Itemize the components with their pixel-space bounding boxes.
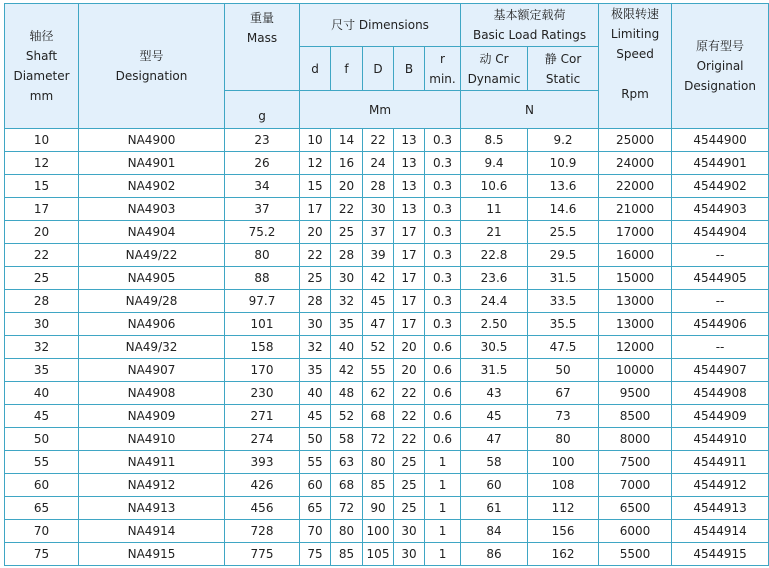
table-row [5, 221, 769, 244]
cell-mass: 158 [225, 336, 300, 359]
cell-r-min: 1 [425, 520, 461, 543]
cell-limiting-speed: 8500 [599, 405, 672, 428]
cell-D: 105 [363, 543, 394, 566]
cell-original-designation: 4544908 [672, 382, 769, 405]
cell-dynamic-cr: 30.5 [461, 336, 528, 359]
table-row [5, 382, 769, 405]
cell-original-designation: 4544902 [672, 175, 769, 198]
cell-static-cor: 35.5 [528, 313, 599, 336]
cell-D: 39 [363, 244, 394, 267]
cell-D: 80 [363, 451, 394, 474]
cell-f: 48 [331, 382, 363, 405]
cell-mass: 271 [225, 405, 300, 428]
cell-B: 17 [394, 221, 425, 244]
cell-r-min: 0.3 [425, 198, 461, 221]
cell-D: 42 [363, 267, 394, 290]
table-row [5, 405, 769, 428]
cell-B: 17 [394, 244, 425, 267]
cell-d: 55 [300, 451, 331, 474]
cell-B: 25 [394, 451, 425, 474]
cell-mass: 34 [225, 175, 300, 198]
header-load-unit: N [461, 91, 599, 129]
cell-static-cor: 13.6 [528, 175, 599, 198]
cell-dynamic-cr: 2.50 [461, 313, 528, 336]
cell-mass: 426 [225, 474, 300, 497]
cell-B: 25 [394, 474, 425, 497]
cell-d: 30 [300, 313, 331, 336]
table-row [5, 313, 769, 336]
cell-r-min: 0.3 [425, 175, 461, 198]
cell-D: 22 [363, 129, 394, 152]
cell-f: 32 [331, 290, 363, 313]
cell-f: 58 [331, 428, 363, 451]
cell-mass: 274 [225, 428, 300, 451]
cell-r-min: 0.3 [425, 244, 461, 267]
cell-mass: 23 [225, 129, 300, 152]
bearing-spec-table [4, 3, 769, 566]
cell-d: 20 [300, 221, 331, 244]
cell-mass: 393 [225, 451, 300, 474]
cell-mass: 88 [225, 267, 300, 290]
cell-r-min: 1 [425, 451, 461, 474]
cell-d: 75 [300, 543, 331, 566]
cell-limiting-speed: 6500 [599, 497, 672, 520]
cell-B: 20 [394, 336, 425, 359]
cell-B: 25 [394, 497, 425, 520]
table-row [5, 129, 769, 152]
cell-designation: NA4907 [79, 359, 225, 382]
cell-limiting-speed: 17000 [599, 221, 672, 244]
cell-limiting-speed: 21000 [599, 198, 672, 221]
cell-original-designation: 4544910 [672, 428, 769, 451]
cell-limiting-speed: 13000 [599, 313, 672, 336]
table-row [5, 520, 769, 543]
cell-limiting-speed: 7000 [599, 474, 672, 497]
cell-r-min: 0.3 [425, 129, 461, 152]
cell-dynamic-cr: 84 [461, 520, 528, 543]
cell-shaft-diameter: 35 [5, 359, 79, 382]
table-row [5, 428, 769, 451]
cell-d: 10 [300, 129, 331, 152]
cell-designation: NA49/28 [79, 290, 225, 313]
cell-mass: 80 [225, 244, 300, 267]
cell-shaft-diameter: 75 [5, 543, 79, 566]
cell-static-cor: 25.5 [528, 221, 599, 244]
cell-static-cor: 162 [528, 543, 599, 566]
cell-r-min: 0.3 [425, 221, 461, 244]
cell-D: 30 [363, 198, 394, 221]
cell-mass: 775 [225, 543, 300, 566]
cell-dynamic-cr: 47 [461, 428, 528, 451]
cell-dynamic-cr: 8.5 [461, 129, 528, 152]
cell-f: 14 [331, 129, 363, 152]
cell-mass: 170 [225, 359, 300, 382]
table-row [5, 175, 769, 198]
cell-shaft-diameter: 32 [5, 336, 79, 359]
header-limiting-speed: 极限转速 Limiting Speed Rpm [599, 4, 672, 129]
cell-static-cor: 47.5 [528, 336, 599, 359]
cell-designation: NA4910 [79, 428, 225, 451]
cell-r-min: 1 [425, 543, 461, 566]
cell-original-designation: 4544906 [672, 313, 769, 336]
cell-B: 20 [394, 359, 425, 382]
cell-original-designation: -- [672, 336, 769, 359]
cell-limiting-speed: 12000 [599, 336, 672, 359]
cell-d: 32 [300, 336, 331, 359]
cell-limiting-speed: 16000 [599, 244, 672, 267]
cell-f: 20 [331, 175, 363, 198]
cell-designation: NA4903 [79, 198, 225, 221]
cell-dynamic-cr: 24.4 [461, 290, 528, 313]
cell-designation: NA4913 [79, 497, 225, 520]
cell-r-min: 0.6 [425, 359, 461, 382]
cell-D: 28 [363, 175, 394, 198]
cell-r-min: 0.6 [425, 336, 461, 359]
table-row [5, 474, 769, 497]
cell-shaft-diameter: 17 [5, 198, 79, 221]
cell-limiting-speed: 15000 [599, 267, 672, 290]
cell-designation: NA4911 [79, 451, 225, 474]
cell-B: 13 [394, 175, 425, 198]
cell-designation: NA4912 [79, 474, 225, 497]
table-row [5, 244, 769, 267]
cell-B: 22 [394, 428, 425, 451]
cell-dynamic-cr: 58 [461, 451, 528, 474]
cell-original-designation: 4544907 [672, 359, 769, 382]
cell-static-cor: 33.5 [528, 290, 599, 313]
table-row [5, 543, 769, 566]
cell-r-min: 0.6 [425, 405, 461, 428]
cell-dynamic-cr: 23.6 [461, 267, 528, 290]
cell-B: 30 [394, 520, 425, 543]
table-row [5, 267, 769, 290]
cell-designation: NA4906 [79, 313, 225, 336]
cell-original-designation: 4544900 [672, 129, 769, 152]
cell-dynamic-cr: 21 [461, 221, 528, 244]
cell-dynamic-cr: 60 [461, 474, 528, 497]
cell-limiting-speed: 13000 [599, 290, 672, 313]
cell-dynamic-cr: 43 [461, 382, 528, 405]
table-row [5, 198, 769, 221]
cell-designation: NA4905 [79, 267, 225, 290]
cell-static-cor: 100 [528, 451, 599, 474]
cell-d: 25 [300, 267, 331, 290]
cell-original-designation: 4544912 [672, 474, 769, 497]
cell-static-cor: 112 [528, 497, 599, 520]
cell-dynamic-cr: 10.6 [461, 175, 528, 198]
cell-limiting-speed: 10000 [599, 359, 672, 382]
cell-shaft-diameter: 50 [5, 428, 79, 451]
cell-mass: 728 [225, 520, 300, 543]
cell-shaft-diameter: 40 [5, 382, 79, 405]
cell-designation: NA4908 [79, 382, 225, 405]
cell-shaft-diameter: 20 [5, 221, 79, 244]
cell-f: 80 [331, 520, 363, 543]
cell-f: 72 [331, 497, 363, 520]
cell-designation: NA4901 [79, 152, 225, 175]
cell-designation: NA4902 [79, 175, 225, 198]
cell-mass: 456 [225, 497, 300, 520]
cell-f: 85 [331, 543, 363, 566]
cell-d: 22 [300, 244, 331, 267]
cell-d: 28 [300, 290, 331, 313]
cell-shaft-diameter: 10 [5, 129, 79, 152]
cell-original-designation: 4544905 [672, 267, 769, 290]
cell-d: 35 [300, 359, 331, 382]
cell-r-min: 0.3 [425, 152, 461, 175]
cell-d: 65 [300, 497, 331, 520]
cell-dynamic-cr: 31.5 [461, 359, 528, 382]
cell-f: 63 [331, 451, 363, 474]
cell-mass: 26 [225, 152, 300, 175]
cell-shaft-diameter: 15 [5, 175, 79, 198]
table-row [5, 152, 769, 175]
cell-B: 13 [394, 198, 425, 221]
cell-f: 35 [331, 313, 363, 336]
table-row [5, 359, 769, 382]
cell-D: 45 [363, 290, 394, 313]
header-dynamic: 动 Cr Dynamic [461, 47, 528, 91]
cell-mass: 97.7 [225, 290, 300, 313]
header-mass: 重量 Mass [225, 4, 300, 91]
cell-original-designation: 4544909 [672, 405, 769, 428]
cell-B: 22 [394, 405, 425, 428]
cell-B: 22 [394, 382, 425, 405]
table-row [5, 336, 769, 359]
table-header [5, 4, 769, 129]
cell-shaft-diameter: 55 [5, 451, 79, 474]
cell-original-designation: 4544904 [672, 221, 769, 244]
header-mass-unit: g [225, 91, 300, 129]
cell-d: 15 [300, 175, 331, 198]
cell-B: 30 [394, 543, 425, 566]
cell-static-cor: 10.9 [528, 152, 599, 175]
cell-original-designation: 4544915 [672, 543, 769, 566]
cell-d: 17 [300, 198, 331, 221]
cell-D: 62 [363, 382, 394, 405]
cell-f: 30 [331, 267, 363, 290]
header-dim-B: B [394, 47, 425, 91]
cell-static-cor: 29.5 [528, 244, 599, 267]
header-designation: 型号 Designation [79, 4, 225, 129]
cell-D: 52 [363, 336, 394, 359]
cell-limiting-speed: 8000 [599, 428, 672, 451]
header-load-ratings: 基本额定载荷 Basic Load Ratings [461, 4, 599, 47]
cell-B: 17 [394, 313, 425, 336]
cell-static-cor: 14.6 [528, 198, 599, 221]
cell-D: 24 [363, 152, 394, 175]
cell-D: 72 [363, 428, 394, 451]
cell-f: 22 [331, 198, 363, 221]
header-dim-D: D [363, 47, 394, 91]
table-body [5, 129, 769, 566]
cell-dynamic-cr: 45 [461, 405, 528, 428]
cell-shaft-diameter: 12 [5, 152, 79, 175]
cell-mass: 37 [225, 198, 300, 221]
cell-shaft-diameter: 25 [5, 267, 79, 290]
cell-r-min: 0.3 [425, 290, 461, 313]
cell-f: 40 [331, 336, 363, 359]
cell-D: 55 [363, 359, 394, 382]
cell-static-cor: 73 [528, 405, 599, 428]
table-row [5, 290, 769, 313]
cell-static-cor: 67 [528, 382, 599, 405]
cell-shaft-diameter: 60 [5, 474, 79, 497]
cell-original-designation: 4544903 [672, 198, 769, 221]
cell-shaft-diameter: 22 [5, 244, 79, 267]
cell-r-min: 1 [425, 474, 461, 497]
cell-f: 25 [331, 221, 363, 244]
header-dim-d: d [300, 47, 331, 91]
cell-limiting-speed: 25000 [599, 129, 672, 152]
cell-d: 45 [300, 405, 331, 428]
cell-static-cor: 156 [528, 520, 599, 543]
cell-original-designation: 4544901 [672, 152, 769, 175]
cell-mass: 75.2 [225, 221, 300, 244]
header-dim-f: f [331, 47, 363, 91]
cell-r-min: 1 [425, 497, 461, 520]
cell-d: 60 [300, 474, 331, 497]
cell-f: 28 [331, 244, 363, 267]
cell-designation: NA4900 [79, 129, 225, 152]
cell-shaft-diameter: 28 [5, 290, 79, 313]
cell-d: 12 [300, 152, 331, 175]
cell-designation: NA4914 [79, 520, 225, 543]
cell-shaft-diameter: 45 [5, 405, 79, 428]
cell-r-min: 0.3 [425, 313, 461, 336]
cell-d: 70 [300, 520, 331, 543]
cell-static-cor: 50 [528, 359, 599, 382]
cell-shaft-diameter: 65 [5, 497, 79, 520]
cell-dynamic-cr: 22.8 [461, 244, 528, 267]
cell-original-designation: -- [672, 290, 769, 313]
cell-mass: 101 [225, 313, 300, 336]
cell-r-min: 0.6 [425, 428, 461, 451]
cell-d: 50 [300, 428, 331, 451]
header-dim-unit: Mm [300, 91, 461, 129]
cell-designation: NA4915 [79, 543, 225, 566]
cell-D: 68 [363, 405, 394, 428]
cell-dynamic-cr: 61 [461, 497, 528, 520]
cell-designation: NA49/32 [79, 336, 225, 359]
cell-static-cor: 80 [528, 428, 599, 451]
table-row [5, 497, 769, 520]
cell-limiting-speed: 9500 [599, 382, 672, 405]
cell-dynamic-cr: 86 [461, 543, 528, 566]
cell-B: 13 [394, 129, 425, 152]
cell-f: 68 [331, 474, 363, 497]
cell-designation: NA49/22 [79, 244, 225, 267]
cell-f: 16 [331, 152, 363, 175]
cell-limiting-speed: 5500 [599, 543, 672, 566]
cell-shaft-diameter: 70 [5, 520, 79, 543]
cell-static-cor: 108 [528, 474, 599, 497]
cell-B: 13 [394, 152, 425, 175]
cell-D: 85 [363, 474, 394, 497]
cell-d: 40 [300, 382, 331, 405]
cell-D: 90 [363, 497, 394, 520]
cell-original-designation: -- [672, 244, 769, 267]
header-static: 静 Cor Static [528, 47, 599, 91]
cell-original-designation: 4544913 [672, 497, 769, 520]
cell-f: 42 [331, 359, 363, 382]
cell-dynamic-cr: 11 [461, 198, 528, 221]
cell-r-min: 0.6 [425, 382, 461, 405]
cell-original-designation: 4544911 [672, 451, 769, 474]
cell-shaft-diameter: 30 [5, 313, 79, 336]
cell-limiting-speed: 22000 [599, 175, 672, 198]
cell-limiting-speed: 6000 [599, 520, 672, 543]
cell-original-designation: 4544914 [672, 520, 769, 543]
cell-dynamic-cr: 9.4 [461, 152, 528, 175]
cell-designation: NA4904 [79, 221, 225, 244]
cell-static-cor: 9.2 [528, 129, 599, 152]
cell-B: 17 [394, 290, 425, 313]
header-dimensions: 尺寸 Dimensions [300, 4, 461, 47]
header-shaft-diameter: 轴径 Shaft Diameter mm [5, 4, 79, 129]
header-r-min: r min. [425, 47, 461, 91]
cell-D: 100 [363, 520, 394, 543]
table-row [5, 451, 769, 474]
cell-static-cor: 31.5 [528, 267, 599, 290]
cell-limiting-speed: 7500 [599, 451, 672, 474]
cell-limiting-speed: 24000 [599, 152, 672, 175]
cell-designation: NA4909 [79, 405, 225, 428]
cell-B: 17 [394, 267, 425, 290]
cell-r-min: 0.3 [425, 267, 461, 290]
cell-mass: 230 [225, 382, 300, 405]
cell-D: 47 [363, 313, 394, 336]
cell-f: 52 [331, 405, 363, 428]
header-original-designation: 原有型号 Original Designation [672, 4, 769, 129]
cell-D: 37 [363, 221, 394, 244]
